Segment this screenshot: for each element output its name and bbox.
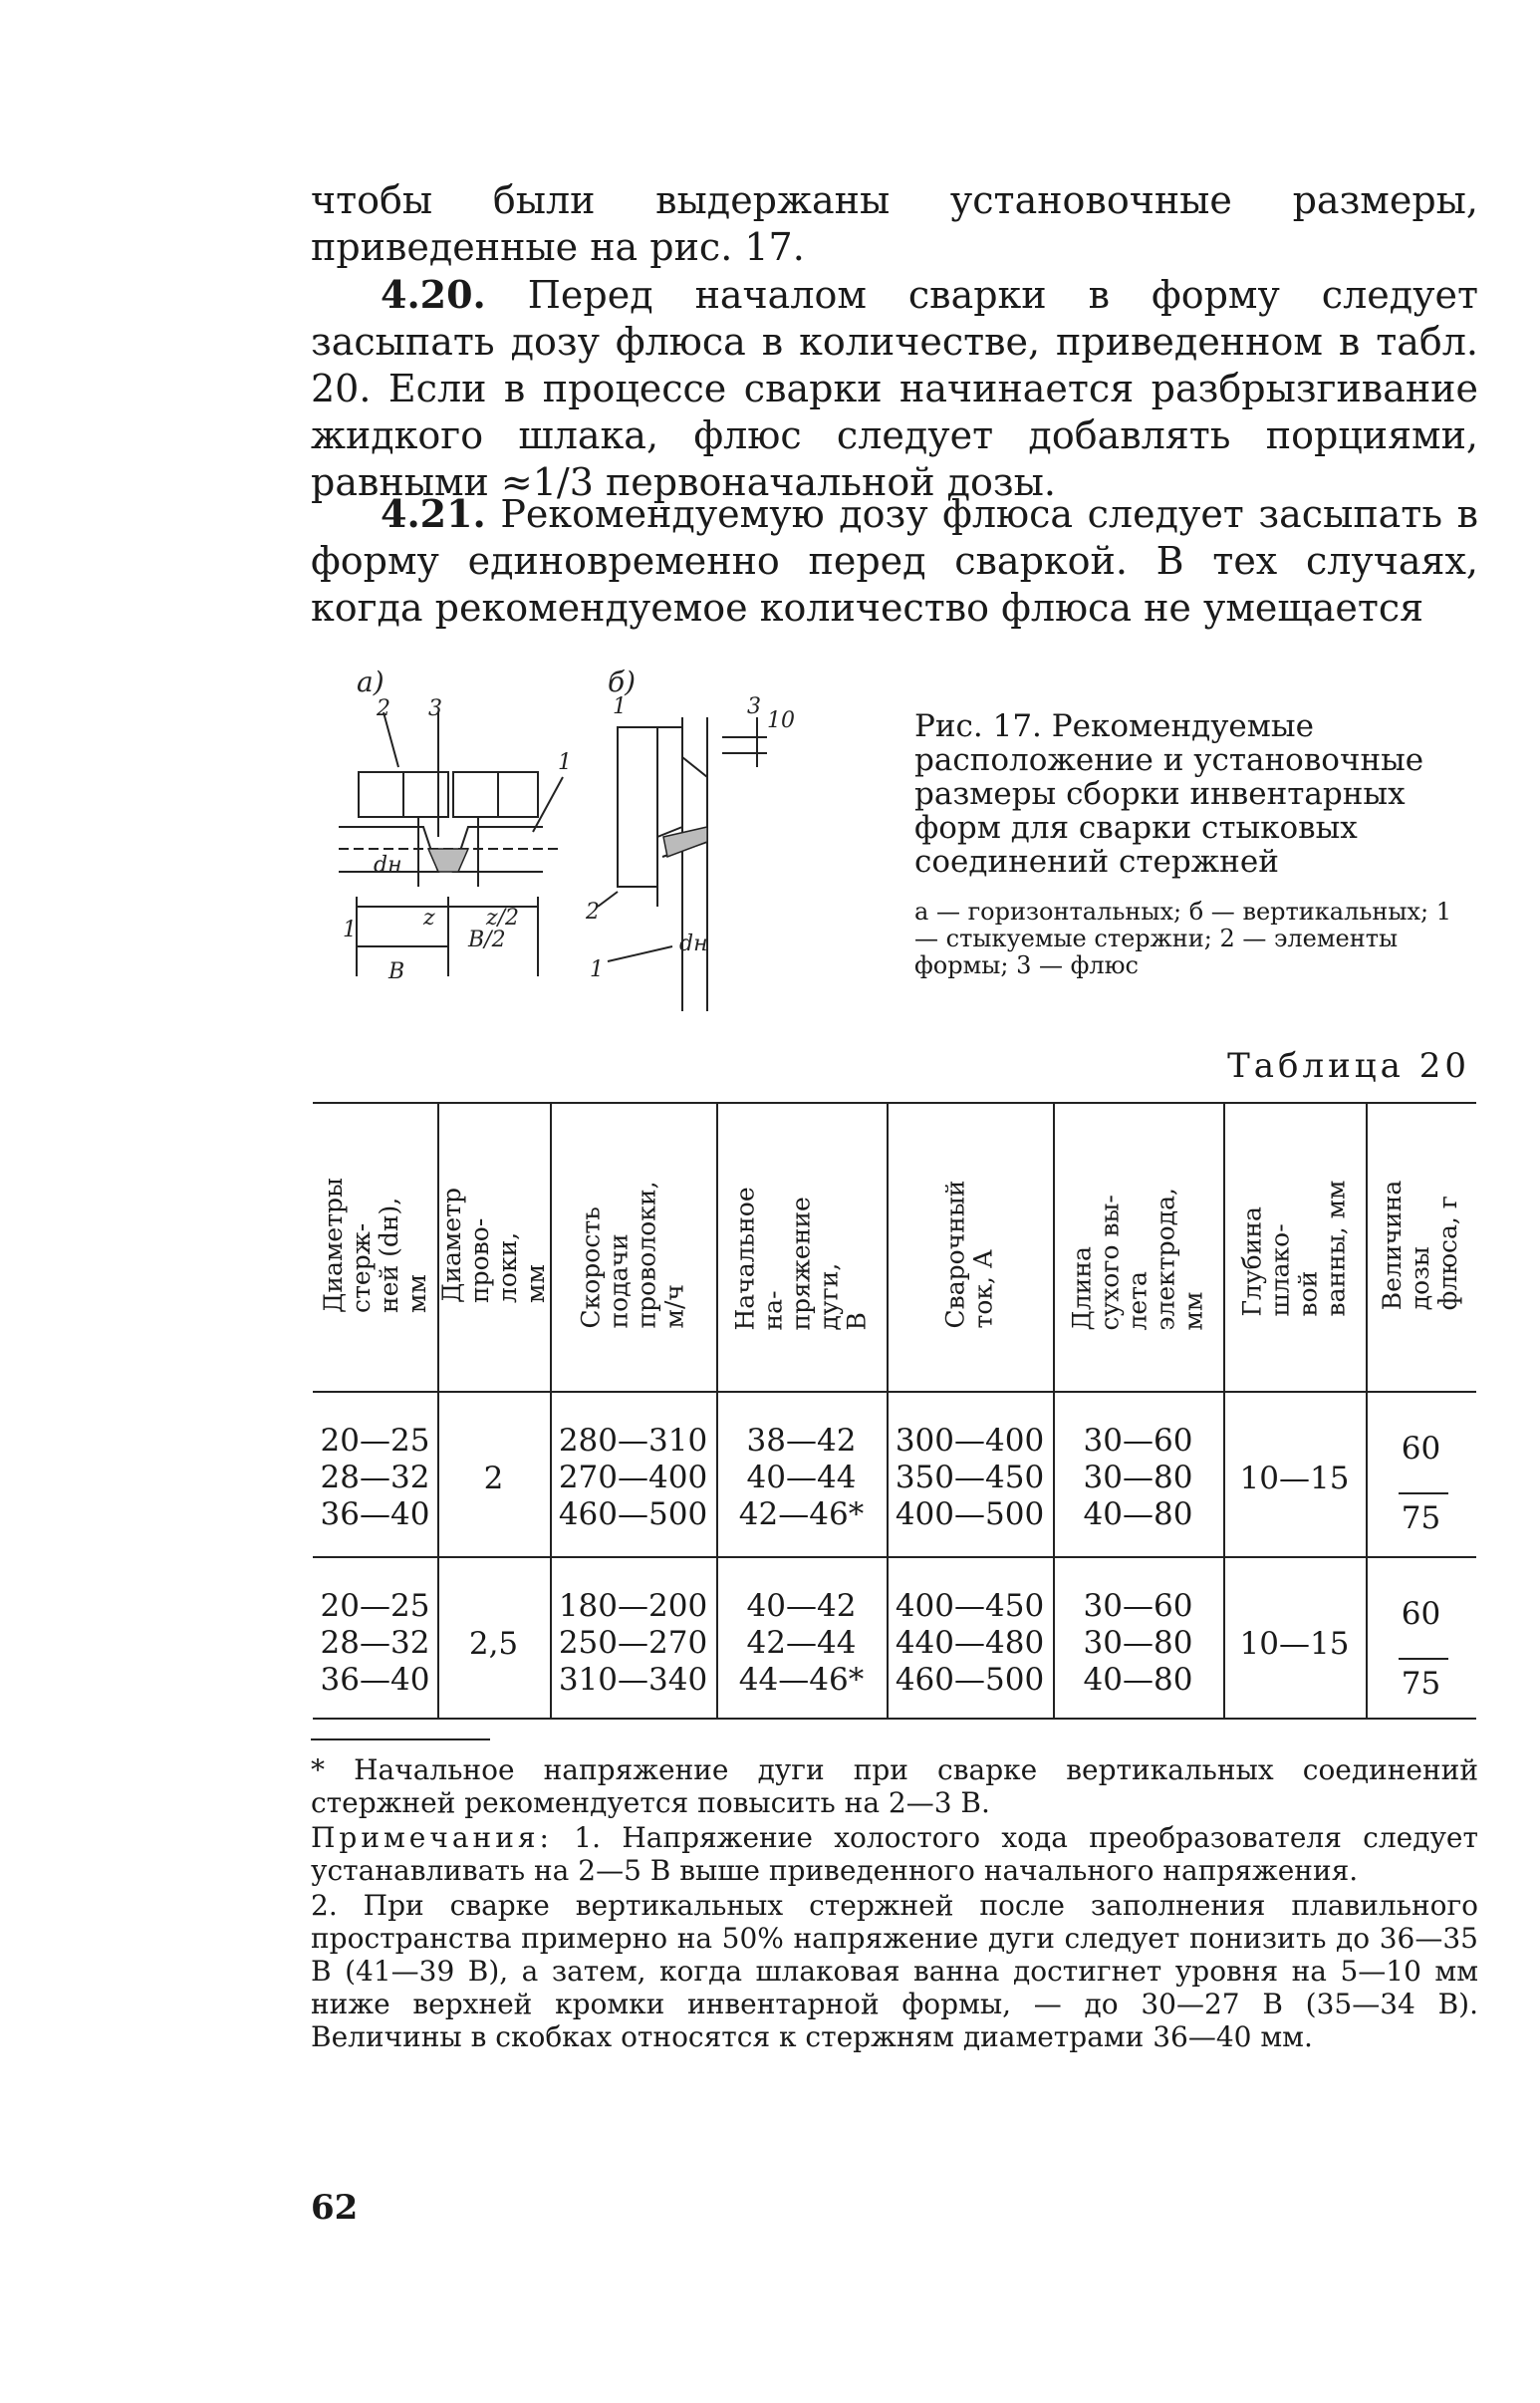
header-rule: [313, 1391, 1476, 1393]
table-cell: 300—400 350—450 400—500: [895, 1423, 1045, 1532]
notes-title: Примечания:: [311, 1821, 553, 1854]
callout-10: 10: [767, 708, 795, 733]
callout-z: z: [423, 906, 435, 931]
header-cell: [887, 1108, 1053, 1383]
figure-17-drawing: [329, 658, 847, 1026]
callout-dn: dн: [374, 853, 402, 878]
paragraph-continuation: [311, 177, 1478, 271]
header-text: Начальное на- пряжение дуги, В: [730, 1187, 872, 1331]
table-top-rule: [313, 1102, 1476, 1104]
paragraph-4-21: [311, 490, 1478, 632]
table-cell: 75: [1401, 1500, 1441, 1536]
section-number: 4.20.: [381, 272, 486, 317]
header-cell: [1053, 1108, 1223, 1383]
caption-legend: а — горизонтальных; б — вертикальных; 1 — стыкуемые стержни; 2 — элементы формы; 3 — флюс: [914, 898, 1452, 979]
callout-b: B: [388, 959, 405, 984]
callout-1b: 1: [558, 750, 572, 775]
header-text: Диаметр прово- локи, мм: [436, 1188, 550, 1303]
table-20: [313, 1102, 1476, 1718]
table-cell: 30—60 30—80 40—80: [1083, 1423, 1193, 1532]
figure-caption: [914, 709, 1472, 979]
table-cell: 20—25 28—32 36—40: [320, 1588, 430, 1698]
header-cell: [1366, 1108, 1476, 1383]
table-cell: 10—15: [1239, 1626, 1350, 1662]
callout-z2: z/2: [486, 906, 519, 931]
footnote-star: * Начальное напряжение дуги при сварке вертикальных соединений стержней рекомендуется повысить на 2—3 В.: [311, 1753, 1478, 1819]
callout-3: 3: [428, 696, 442, 721]
callout-2v: 2: [586, 900, 600, 925]
callout-2: 2: [377, 696, 390, 721]
callout-1: 1: [343, 918, 357, 942]
callout-b2: B/2: [468, 928, 506, 952]
paragraph-text: Рекомендуемую дозу флюса следует засыпать в форму единовременно перед сваркой. В тех случаях, когда рекомендуемое количество флюса не умещается: [311, 492, 1478, 630]
callout-1v: 1: [613, 694, 627, 719]
vertical-assembly: [598, 717, 767, 1011]
horizontal-assembly: [339, 712, 563, 976]
header-text: Сварочный ток, А: [940, 1180, 998, 1329]
paragraph-4-20: [311, 271, 1478, 506]
caption-text: Рис. 17. Рекомендуемые расположение и установочные размеры сборки инвентарных форм для сварки стыковых соединений стержней: [914, 708, 1424, 880]
table-bottom-rule: [313, 1718, 1476, 1720]
table-cell: 60: [1401, 1596, 1441, 1632]
figure-label-b: б): [608, 666, 637, 698]
table-cell: 280—310 270—400 460—500: [558, 1423, 708, 1532]
table-cell: 40—42 42—44 44—46*: [738, 1588, 865, 1698]
paragraph-text: чтобы были выдержаны установочные размеры, приведенные на рис. 17.: [311, 178, 1478, 269]
table-cell: 60: [1401, 1431, 1441, 1467]
dose-divider: [1399, 1658, 1448, 1660]
table-cell: 400—450 440—480 460—500: [895, 1588, 1045, 1698]
header-cell: [313, 1108, 437, 1383]
figure-label-a: а): [357, 666, 385, 698]
footnote-separator: [311, 1738, 490, 1740]
table-notes: [311, 1753, 1478, 2055]
table-cell: 75: [1401, 1666, 1441, 1702]
row-rule: [313, 1556, 1476, 1558]
note-1: [311, 1821, 1478, 1887]
callout-1v-b: 1: [590, 957, 604, 982]
header-cell: [437, 1108, 550, 1383]
callout-dn-v: dн: [679, 932, 708, 956]
note-text: 1. Напряжение холостого хода преобразователя следует устанавливать на 2—5 В выше приведенного начального напряжения.: [311, 1821, 1478, 1887]
page-number: 62: [311, 2188, 359, 2228]
callout-3v: 3: [747, 694, 761, 719]
paragraph-text: Перед началом сварки в форму следует засыпать дозу флюса в количестве, приведенном в табл. 20. Если в процессе сварки начинается разбрызгивание жидкого шлака, флюс следует добавлять порциями, равными ≈1/3 первоначальной дозы.: [311, 273, 1478, 504]
header-text: Глубина шлако- вой ванны, мм: [1237, 1180, 1351, 1317]
header-text: Длина сухого вы- лета электрода, мм: [1067, 1188, 1208, 1331]
note-2: 2. При сварке вертикальных стержней после заполнения плавильного пространства примерно на 50% напряжение дуги следует понизить до 36—35 В (41—39 В), а затем, когда шлаковая ванна достигнет уровня на 5—10 мм ниже верхней кромки инвентарной формы, — до 30—27 В (35—34 В). Величины в скобках относятся к стержням диаметрами 36—40 мм.: [311, 1889, 1478, 2053]
header-text: Диаметры стерж- ней (dн), мм: [318, 1178, 431, 1313]
table-cell: 10—15: [1239, 1461, 1350, 1496]
header-text: Скорость подачи проволоки, м/ч: [576, 1181, 689, 1329]
table-cell: 30—60 30—80 40—80: [1083, 1588, 1193, 1698]
header-cell: [1223, 1108, 1366, 1383]
table-label: Таблица 20: [1227, 1046, 1470, 1086]
table-cell: 38—42 40—44 42—46*: [738, 1423, 865, 1532]
table-cell: 2: [483, 1461, 504, 1496]
flux-fill: [428, 849, 468, 872]
table-cell: 180—200 250—270 310—340: [558, 1588, 708, 1698]
header-text: Величина дозы флюса, г: [1378, 1180, 1463, 1311]
table-cell: 20—25 28—32 36—40: [320, 1423, 430, 1532]
section-number: 4.21.: [381, 491, 486, 536]
header-cell: [716, 1108, 887, 1383]
header-cell: [550, 1108, 716, 1383]
table-cell: 2,5: [468, 1626, 519, 1662]
dose-divider: [1399, 1492, 1448, 1494]
